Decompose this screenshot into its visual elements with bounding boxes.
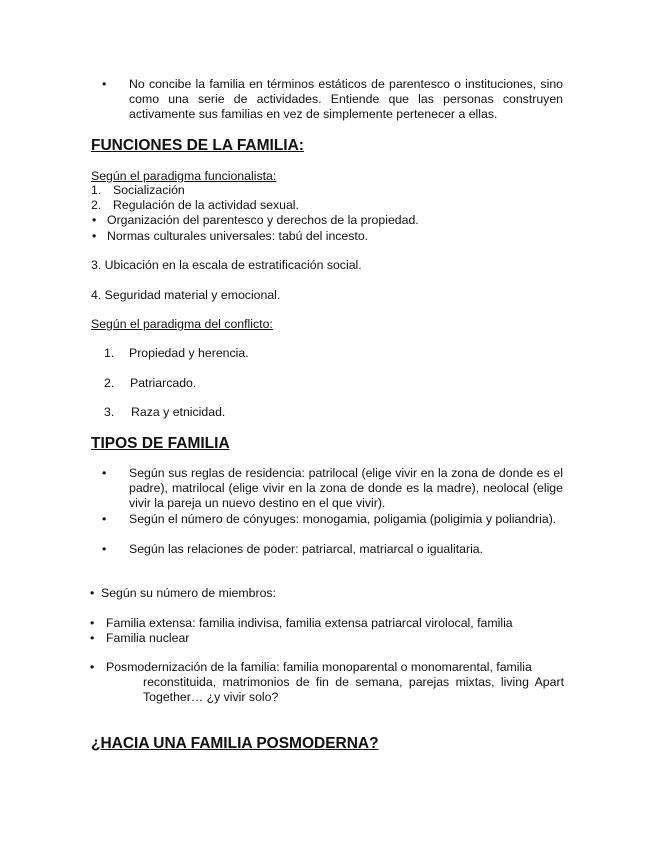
bullet-marker: • bbox=[90, 616, 95, 630]
bullet-marker: • bbox=[102, 512, 107, 526]
list-marker: 3. bbox=[104, 405, 115, 419]
list-marker: 1. bbox=[104, 346, 115, 360]
miembros-item: Familia extensa: familia indivisa, familia extensa patriarcal virolocal, familia bbox=[106, 616, 513, 630]
list-marker: • bbox=[92, 229, 97, 243]
list-item: Regulación de la actividad sexual. bbox=[113, 198, 299, 212]
list-item: Normas culturales universales: tabú del incesto. bbox=[107, 229, 369, 243]
conflicto-label: Según el paradigma del conflicto: bbox=[91, 317, 273, 331]
tipos-bullet: Según el número de cónyuges: monogamia, poligamia (poligimia y poliandria). bbox=[129, 512, 557, 526]
funciones-heading: FUNCIONES DE LA FAMILIA: bbox=[91, 137, 304, 154]
posmod-rest: reconstituida, matrimonios de fin de semana, parejas mixtas, living Apart Together… ¿y vivir solo? bbox=[143, 675, 564, 704]
list-item: Socialización bbox=[113, 183, 185, 197]
list-item: Patriarcado. bbox=[130, 376, 197, 390]
bullet-marker: • bbox=[102, 466, 107, 480]
tipos-bullet: Según sus reglas de residencia: patrilocal (elige vivir en la zona de donde es el padre), matrilocal (elige vivir en la zona de donde es la madre), neolocal (elige vivir la pareja un nuevo destino en el que vivir). bbox=[129, 466, 563, 510]
bullet-marker: • bbox=[102, 77, 107, 91]
posmoderna-heading: ¿HACIA UNA FAMILIA POSMODERNA? bbox=[91, 735, 379, 752]
list-item: Propiedad y herencia. bbox=[129, 346, 249, 360]
bullet-marker: • bbox=[102, 542, 107, 556]
bullet-marker: • bbox=[90, 660, 95, 674]
list-marker: • bbox=[92, 213, 97, 227]
funcion-item-3: 3. Ubicación en la escala de estratificación social. bbox=[91, 258, 362, 272]
list-marker: 2. bbox=[104, 376, 115, 390]
list-marker: 2. bbox=[91, 198, 102, 212]
miembros-item: Familia nuclear bbox=[106, 631, 190, 645]
list-item: Organización del parentesco y derechos de la propiedad. bbox=[107, 213, 419, 227]
funcion-item-4: 4. Seguridad material y emocional. bbox=[91, 288, 281, 302]
bullet-marker: • bbox=[90, 631, 95, 645]
list-marker: 1. bbox=[91, 183, 102, 197]
miembros-label: Según su número de miembros: bbox=[101, 586, 276, 600]
list-item: Raza y etnicidad. bbox=[131, 405, 226, 419]
tipos-heading: TIPOS DE FAMILIA bbox=[91, 435, 230, 452]
funcionalista-label: Según el paradigma funcionalista: bbox=[91, 169, 277, 183]
tipos-bullet: Según las relaciones de poder: patriarcal, matriarcal o igualitaria. bbox=[129, 542, 484, 556]
intro-paragraph: No concibe la familia en términos estáticos de parentesco o instituciones, sino como una serie de actividades. Entiende que las personas construyen activamente sus familias en vez de simplemente pertenecer a ellas. bbox=[129, 77, 563, 121]
posmod-line1: Posmodernización de la familia: familia monoparental o monomarental, familia bbox=[106, 660, 532, 674]
bullet-marker: • bbox=[90, 586, 95, 600]
